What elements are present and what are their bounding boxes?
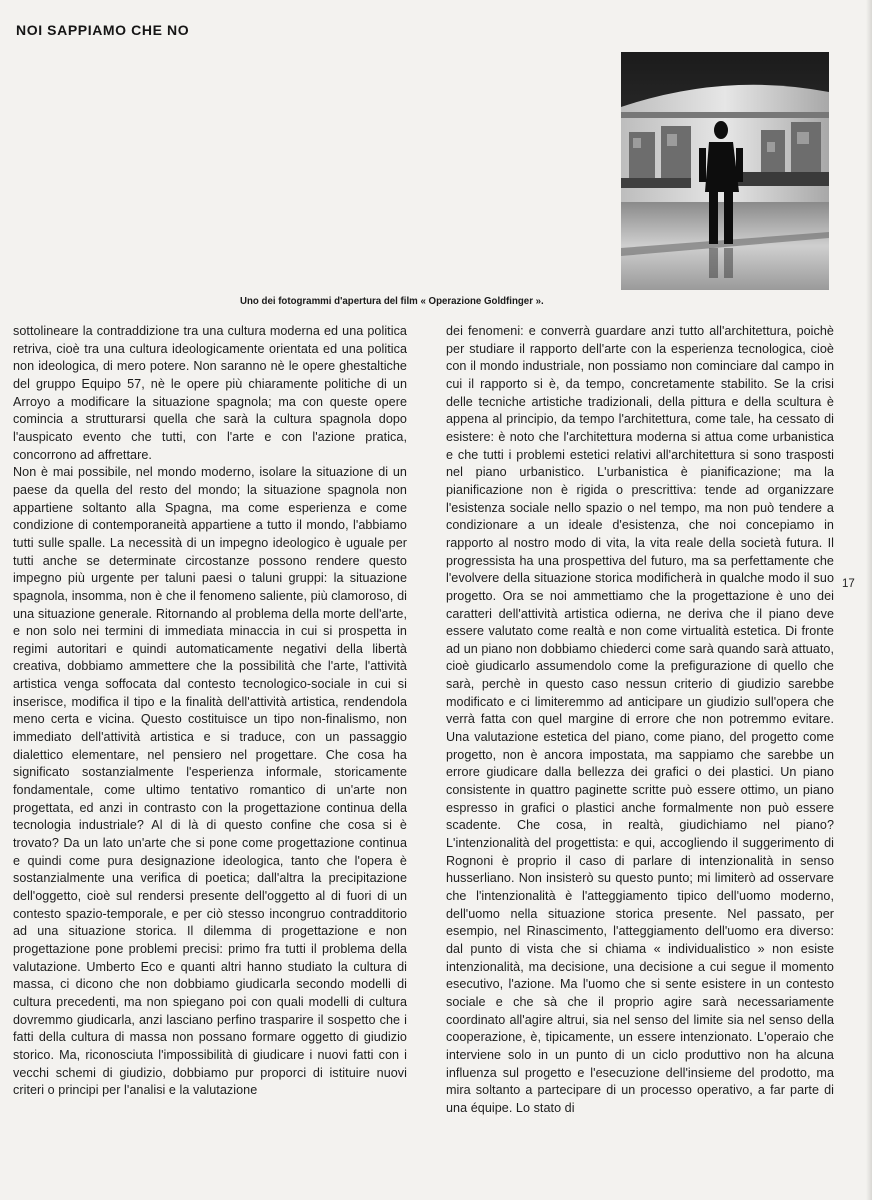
film-still-photo	[621, 52, 829, 290]
paragraph: Non è mai possibile, nel mondo moderno, isolare la situazione di un paese da quella del resto del mondo; la situazione spagnola non appartiene soltanto alla Spagna, ma come esperienza e come condizione di contemporaneità appartiene a tutto il mondo, l'abbiamo tutti sulle spalle. La necessità di un impegno ideologico è uguale per tutti anche se determinate circostanze possono rendere questo impegno più urgente per taluni paesi o taluni gruppi: la situazione spagnola, insomma, non è che il fenomeno saliente, più clamoroso, di una situazione generale. Ritornando al problema della morte dell'arte, e non solo nei termini di immediata minaccia in cui si prospetta in regimi autoritari e quindi automaticamente negativi della libertà creativa, dobbiamo ammettere che la possibilità che l'arte, l'attività artistica venga soffocata dal contesto tecnologico-sociale in cui si inserisce, modifica il tipo e la finalità dell'attività artistica, rendendola meno certa e vicina. Questo costituisce un tipo non-finalismo, non immediato dell'attività artistica e si traduce, con un passaggio dialettico elementare, nel pensiero nel progettare. Che cosa ha significato sostanzialmente l'esperienza informale, storicamente fondamentale, come ultimo tentativo romantico di un'arte non progettata, ed anzi in contrasto con la progettazione continua della tecnologia industriale? Al di là di questo confine che cosa si è trovato? Da un lato un'arte che si pone come progettazione continua e quindi come pura designazione ideologica, tanto che l'opera è sostanzialmente una verifica di poetica; dall'altra la precipitazione dell'oggetto, cioè sul rendersi presente dell'oggetto al di fuori di un contesto spazio-temporale, e per ciò stesso incongruo contradditorio ad una situazione storica. Il dilemma di progettazione e non progettazione pone problemi precisi: primo fra tutti il problema della valutazione. Umberto Eco e quanti altri hanno studiato la cultura di massa, ci dicono che non dobbiamo giudicarla secondo modelli di cultura precedenti, ma non spiegano poi con quali modelli di cultura dovremmo giudicarla, anzi lasciano perfino trasparire il sospetto che i fatti della cultura di massa non possano formare oggetto di giudizio storico. Ma, riconosciuta l'impossibilità di giudicare i nuovi fatti con i vecchi schemi di giudizio, dobbiamo pur proporci di istituire nuovi criteri o principi per l'analisi e la valutazione	[13, 465, 407, 1098]
paragraph: dei fenomeni: e converrà guardare anzi tutto all'architettura, poichè per studiare il rapporto dell'arte con la esperienza tecnologica, cioè con il mondo industriale, non possiamo non cominciare dal campo in cui il rapporto si è, da tempo, concretamente stabilito. Se la crisi delle tecniche artistiche tradizionali, della pittura e della scultura è appena al principio, da tempo l'architettura, come tale, ha cessato di esistere: è noto che l'architettura moderna si attua come urbanistica e che tutti i problemi estetici relativi all'architettura si sono trasposti nel piano urbanistico. L'urbanistica è pianificazione; ma la pianificazione non è rigida o prescrittiva: tende ad organizzare l'esistenza sociale nello spazio o nel tempo, ma non può tendere a condizionare a un ideale d'esistenza, che noi concepiamo in rapporto al nostro modo di vita, la vita reale della società futura. Il progressista ha una prospettiva del futuro, ma sa perfettamente che l'evolvere della situazione storica modificherà in qualche modo il suo progetto. Ora se noi ammettiamo che la progettazione è uno dei caratteri dell'attività artistica odierna, ne deriva che il piano deve essere valutato come realtà e non come virtualità estetica. Di fronte ad un piano non dobbiamo chiederci come sarà quando sarà attuato, cioè giudicarlo assumendolo come la prefigurazione di quello che sarà, perchè in questo caso nessun criterio di giudizio sarebbe modificato e ci limiteremmo ad anticipare un giudizio sull'opera che verrà fatta con quel margine di errore che non potremmo evitare. Una valutazione estetica del piano, come piano, del progetto come progetto, non è ancora impostata, ma sappiamo che sarebbe un errore giudicare dalla bellezza dei grafici o dei plastici. Un piano consistente in quattro paginette scritte può essere ottimo, un piano espresso in grafici o plastici anche formalmente non può essere scadente. Che cosa, in realtà, giudichiamo nel piano? L'intenzionalità del progettista: e qui, accogliendo il suggerimento di Rognoni è proprio il caso di parlare di intenzionalità in senso husserliano. Non insisterò su questo punto; mi limiterò ad osservare che l'intenzionalità è l'atteggiamento tipico dell'uomo moderno, dell'uomo nella situazione storica presente. Nel passato, per esempio, nel Rinascimento, l'atteggiamento dell'uomo era diverso: dal punto di vista che si chiama « individualistico » non esiste intenzionalità, ma decisione, una decisione a cui segue il momento esecutivo, l'azione. Ma l'uomo che si sente esistere in un contesto sociale e che sà che il proprio agire sarà necessariamente coordinato all'agire altrui, sia nel senso del limite sia nel senso della cooperazione, è, tipicamente, un essere intenzionato. L'operaio che interviene solo in un punto di un ciclo produttivo non ha alcuna influenza sul progetto e l'esecuzione dell'insieme del prodotto, ma mira soltanto a partecipare di un processo operativo, a far parte di una équipe. Lo stato di	[446, 324, 834, 1115]
page-number: 17	[842, 578, 855, 590]
film-still-image	[621, 52, 829, 290]
page-edge-shadow	[866, 0, 872, 1200]
left-text-column	[13, 323, 407, 1100]
right-text-column	[446, 323, 834, 1118]
photo-caption: Uno dei fotogrammi d'apertura del film « Operazione Goldfinger ».	[240, 296, 544, 307]
running-head: NOI SAPPIAMO CHE NO	[16, 22, 190, 38]
paragraph: sottolineare la contraddizione tra una cultura moderna ed una politica retriva, cioè tra una cultura ideologicamente orientata ed una politica non ideologica, di mero potere. Non saranno nè le opere ghestaltiche del gruppo Equipo 57, nè le opere più chiaramente politiche di un Arroyo a modificare la situazione spagnola; ma con queste opere comincia a strutturarsi quella che sarà la cultura spagnola dopo l'auspicato evento che tutti, con l'arte e con l'azione pratica, concorrono ad affrettare.	[13, 324, 407, 462]
